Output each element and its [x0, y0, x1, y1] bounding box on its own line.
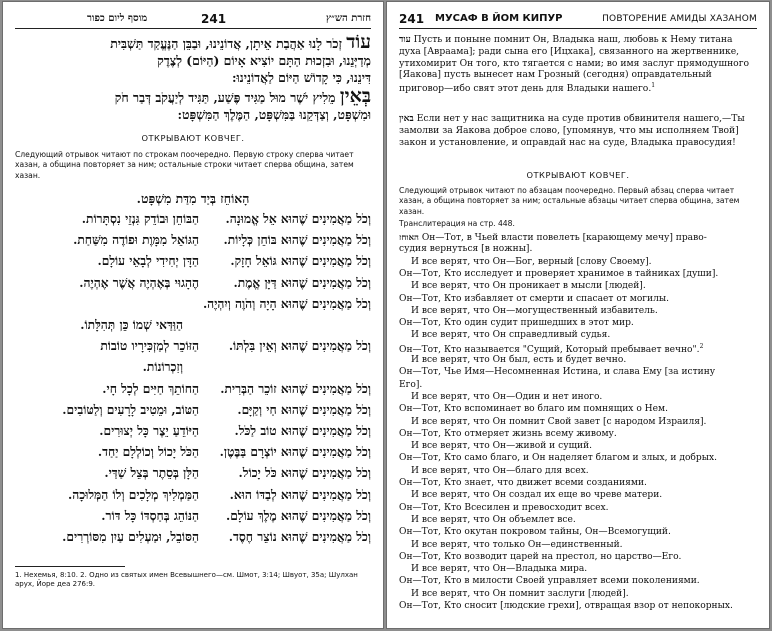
translation-line [399, 601, 757, 611]
translation-text: Он—Тот, Кто один судит пришедших в этот мир. [399, 318, 634, 329]
piyut-verse: וְזִכְרוֹנוֹת. [142, 360, 183, 375]
intro-paragraph [15, 31, 371, 86]
translation-line [399, 515, 757, 525]
translation-line [399, 466, 757, 476]
translation-line [399, 281, 757, 291]
russian-page-header [399, 10, 757, 29]
piyut-row [15, 297, 371, 313]
instruction-text: Следующий отрывок читают по строкам поочередно. Первую строку сперва читает хазан, а община повторяет за ним; остальные строки читает сперва община, затем хазан. [15, 150, 354, 180]
translation-line [399, 490, 757, 500]
translation-text: Он—Тот, в Чьей власти повелеть [карающему мечу] право- [421, 233, 707, 243]
translation-line [399, 441, 757, 451]
piyut-response: וְכֹל מַאֲמִינִים שֶׁהוּא וְאֵין בִּלְתּוֹ. [228, 339, 371, 354]
header-center-title: מוסף ליום כפור [87, 13, 148, 24]
translation-text: Он—Тот, Кто возводит царей на престол, но царство—Его. [399, 551, 682, 562]
drop-word: עוֹד [346, 31, 371, 53]
intro-line: זְכֹר לָנוּ אַהֲבַת אֵיתָן, אֲדוֹנֵינוּ, וּבַבֵּן הַנֶּעֱקַד תַּשְׁבִּית [110, 36, 342, 51]
piyut-verse: הַסּוֹבֵל, וּמַעְלִים עַיִן מִסּוֹרְרִים. [62, 530, 199, 544]
piyut-response: וְכֹל מַאֲמִינִים שֶׁהוּא לְבַדּוֹ הוּא. [229, 487, 371, 502]
piyut-verse: הַחוֹתֵךְ חַיִּים לְכָל חָי. [102, 381, 199, 396]
translation-text: Он—Тот, Кто в милости Своей управляет всеми поколениями. [399, 576, 700, 587]
piyut-verse: הַטּוֹב, וּמֵטִיב לָרָעִים וְלַטּוֹבִים. [62, 402, 199, 417]
piyut-verse: הַנּוֹהֵג בְּחַסְדּוֹ כָּל דּוֹר. [101, 508, 199, 523]
piyut-row [15, 509, 371, 525]
piyut-response: וְכֹל מַאֲמִינִים שֶׁהוּא נוֹצֵר חֶסֶד. [228, 530, 371, 544]
translation-text: Он—Тот, Кто вспоминает во благо им помнящих о Нем. [399, 404, 668, 415]
translation-text: Он—Тот, Чье Имя—Несомненная Истина, и слава Ему [за истину [399, 367, 716, 378]
translation-text: Он—Тот, Кто избавляет от смерти и спасает от могилы. [399, 293, 670, 304]
paragraph-1 [399, 34, 757, 95]
translation-line [399, 244, 757, 254]
translation-text: И все верят, что только Он—единственный. [411, 539, 623, 550]
piyut-row [15, 530, 371, 546]
page-number: 241 [399, 12, 425, 26]
translation-line [399, 380, 757, 390]
piyut-response: וְכֹל מַאֲמִינִים שֶׁהוּא זוֹכֵר הַבְּרִית. [220, 381, 371, 396]
translation-line [399, 257, 757, 267]
header-center-title: МУСАФ В ЙОМ КИПУР [435, 13, 563, 24]
drop-word: בְּאֵין [339, 85, 371, 107]
translation-text: И все верят, что Он объемлет все. [411, 514, 576, 525]
piyut-response: וְכֹל מַאֲמִינִים שֶׁהוּא טוֹב לַכֹּל. [234, 424, 371, 438]
piyut-response: וְכֹל מַאֲמִינִים שֶׁהוּא בּוֹחֵן כְּלָיוֹת. [223, 233, 371, 248]
translation-text: Его]. [399, 379, 423, 390]
page-number: 241 [201, 12, 227, 26]
para-mark: באין [399, 114, 414, 124]
translation-line [399, 503, 757, 513]
translation-text: И все верят, что Он—Один и нет иного. [411, 391, 603, 402]
piyut-title: הָאוֹחֵז בְּיַד מִדַּת מִשְׁפָּט. [136, 191, 250, 206]
piyut-row [15, 424, 371, 440]
hebrew-page [3, 2, 383, 628]
footnote: 1. Нехемья, 8:10. 2. Одно из святых имен Всевышнего—см. Шмот, 3:14; Швуот, 35а; Шулхан арух, Йоре деа 276:9. [15, 571, 358, 588]
translation-text: И все верят, что Он—живой и сущий. [411, 441, 593, 452]
translation-text: Он—Тот, Кто сносит [людские грехи], отвращая взор от непокорных. [399, 601, 733, 611]
translation-line [399, 589, 757, 599]
translation-text: И все верят, что Он—благо для всех. [411, 465, 589, 476]
translation-line [399, 429, 757, 439]
translation-line [399, 404, 757, 414]
piyut-verse: הַוַּדַּאי שְׁמוֹ כֵּן תְּהִלָּתוֹ. [80, 318, 183, 332]
piyut-row [15, 382, 371, 398]
piyut-verse: הַכֹּל יָכוֹל וְכוֹלְלָם יַחַד. [97, 445, 199, 460]
translation-line [399, 417, 757, 427]
intro-line: דִּינֵנוּ, כִּי קָדוֹשׁ הַיּוֹם לַאֲדוֹנֵינוּ: [231, 70, 371, 85]
piyut-response: וְכֹל מַאֲמִינִים שֶׁהוּא יוֹצְרָם בַּבֶּטֶן. [219, 445, 371, 460]
piyut-row [15, 466, 371, 482]
para-text: Если нет у нас защитника на суде против обвинителя нашего,—Ты замолви за Яакова доброе слово, [упомянув, что мы исполняем Твой] закон и установление, и оправдай нас на суде, Владыка правосудия! [399, 113, 745, 148]
piyut-response: וְכֹל מַאֲמִינִים שֶׁהוּא מֶלֶךְ עוֹלָם. [225, 508, 371, 523]
translation-line [399, 318, 757, 328]
para-text: Пусть и поныне помнит Он, Владыка наш, любовь к Нему титана духа [Авраама]; ради сына его [Ицхака], связанного на жертвеннике, утихомирит Он того, кто тягается с нами; во имя заслуг прямодушного [Яакова] пусть вынесет нам Грозный (сегодня) оправдательный приговор—ибо свят этот день для Владыки нашего. [399, 34, 750, 95]
translation-text: судия вернуться [в ножны]. [399, 244, 533, 255]
piyut-row [15, 403, 371, 419]
translation-line [399, 294, 757, 304]
translation-line [399, 355, 757, 365]
footnote-rule [15, 566, 125, 567]
footnote-ref: 1 [651, 82, 656, 90]
piyut-response: וְכֹל מַאֲמִינִים שֶׁהוּא דַּיָּן אֱמֶת. [233, 275, 371, 290]
header-right-title: חזרת הש״ץ [325, 13, 371, 24]
ark-caption: ОТКРЫВАЮТ КОВЧЕГ. [526, 170, 630, 180]
paragraph-2 [399, 113, 757, 148]
translation-line [399, 343, 757, 355]
footnote-ref: 2 [699, 342, 704, 350]
translation-line [399, 527, 757, 537]
translation-line [399, 269, 757, 279]
translation-text: Он—Тот, Кто Всесилен и превосходит всех. [399, 502, 609, 513]
translation-text: Он—Тот, Кто окутан покровом тайны, Он—Всемогущий. [399, 527, 671, 538]
translation-text: И все верят, что Он—Владыка мира. [411, 564, 588, 575]
translation-line [399, 453, 757, 463]
piyut-row [15, 445, 371, 461]
translation-text: Он—Тот, Кто отмеряет жизнь всему живому. [399, 428, 617, 439]
translation-line [399, 540, 757, 550]
piyut-row [15, 339, 371, 355]
piyut-row [15, 276, 371, 292]
header-right-title: ПОВТОРЕНИЕ АМИДЫ ХАЗАНОМ [602, 14, 757, 24]
translation-line [399, 330, 757, 340]
hebrew-page-header [15, 10, 371, 29]
piyut-verse: הַמַּמְלִיךְ מְלָכִים וְלוֹ הַמְּלוּכָה. [68, 487, 199, 502]
translation-line [399, 392, 757, 402]
instruction-text: Следующий отрывок читают по абзацам поочередно. Первый абзац сперва читает хазан, а община повторяет за ним; остальные абзацы читает сперва община, затем хазан. [399, 186, 740, 216]
piyut-row [15, 254, 371, 270]
translation-text: И все верят, что Он был, есть и будет вечно. [411, 355, 627, 365]
piyut-verse: הַדָּן יְחִידִי לְבָאֵי עוֹלָם. [97, 254, 199, 269]
translation-line [399, 552, 757, 562]
translation-text: И все верят, что Он проникает в мысли [людей]. [411, 281, 646, 292]
para-mark: האוחז [399, 233, 419, 243]
second-line: וּמִשְׁפָּט, וְצַדְּקֵנוּ בַּמִּשְׁפָּט, הַמֶּלֶךְ הַמִּשְׁפָּט: [177, 107, 371, 122]
piyut-verse: הַזּוֹכֵר לְמַזְכִּירָיו טוֹבוֹת [100, 339, 199, 354]
translation-text: Он—Тот, Кто исследует и проверяет хранимое в тайниках [души]. [399, 268, 719, 279]
translation-text: И все верят, что Он—Бог, верный [слову Своему]. [411, 256, 652, 267]
translation-line [399, 478, 757, 488]
piyut-response: וְכֹל מַאֲמִינִים שֶׁהוּא אֵל אֱמוּנָה. [225, 212, 371, 226]
piyut-response: וְכֹל מַאֲמִינִים שֶׁהוּא גּוֹאֵל חָזָק. [230, 254, 371, 269]
second-line: מֵלִיץ יֹשֶׁר מוּל מַגִּיד פֶּשַׁע, תַּגִּיד לְיַעֲקֹב דְּבַר חֹק [114, 90, 336, 105]
piyut-verse: הַלָּן בְּסֵתֶר בְּצֵל שַׁדַּי. [104, 466, 199, 481]
translation-text: И все верят, что Он—могущественный избавитель. [411, 305, 658, 316]
piyut-row [15, 212, 371, 228]
translation-text: Он—Тот, Кто знает, что движет всеми созданиями. [399, 478, 647, 488]
transliteration-note: Транслитерация на стр. 448. [399, 219, 515, 228]
russian-page [387, 2, 769, 628]
translation-line [399, 306, 757, 316]
translation-text: И все верят, что Он помнит заслуги [людей]. [411, 588, 629, 599]
para-mark: עוד [399, 35, 411, 45]
piyut-row [15, 318, 371, 334]
second-paragraph [15, 85, 371, 123]
piyut-verse: הַבּוֹחֵן וּבוֹדֵק גִּנְזֵי נִסְתָּרוֹת. [81, 212, 199, 226]
piyut-verse: הֶהָגוּי בְּאֶהְיֶה אֲשֶׁר אֶהְיֶה. [79, 275, 199, 290]
translation-text: Он—Тот, Кто само благо, и Он наделяет благом и злых, и добрых. [399, 453, 717, 464]
translation-line [399, 232, 757, 243]
piyut-row [15, 233, 371, 249]
ark-caption: ОТКРЫВАЮТ КОВЧЕГ. [141, 133, 245, 143]
piyut-response: וְכֹל מַאֲמִינִים שֶׁהוּא הָיָה וְהֹוֶה וְיִהְיֶה. [202, 296, 371, 311]
translation-text: Он—Тот, Кто называется "Сущий, Который пребывает вечно". [399, 344, 700, 355]
piyut-response: וְכֹל מַאֲמִינִים שֶׁהוּא חַי וְקַיָּם. [237, 402, 371, 417]
translation-line [399, 564, 757, 574]
piyut-row [15, 360, 371, 376]
translation-text: И все верят, что Он справедливый судья. [411, 330, 611, 341]
intro-line: מְדַיְּנֵנוּ, וּבִזְכוּת הַתָּם יוֹצִיא אָיוֹם (הַיּוֹם) לְצֶדֶק [157, 53, 371, 68]
translation-line [399, 367, 757, 377]
translation-text: И все верят, что Он создал их еще во чреве матери. [411, 490, 663, 501]
translation-line [399, 576, 757, 586]
piyut-row [15, 488, 371, 504]
piyut-verse: הַגּוֹאֵל מִמָּוֶת וּפוֹדֶה מִשַּׁחַת. [73, 233, 199, 248]
piyut-response: וְכֹל מַאֲמִינִים שֶׁהוּא כֹּל יָכוֹל. [238, 466, 371, 481]
piyut-verse: הַיּוֹדֵעַ יֵצֶר כָּל יְצוּרִים. [99, 424, 199, 438]
translation-text: И все верят, что Он помнит Свой завет [с народом Израиля]. [411, 416, 707, 427]
